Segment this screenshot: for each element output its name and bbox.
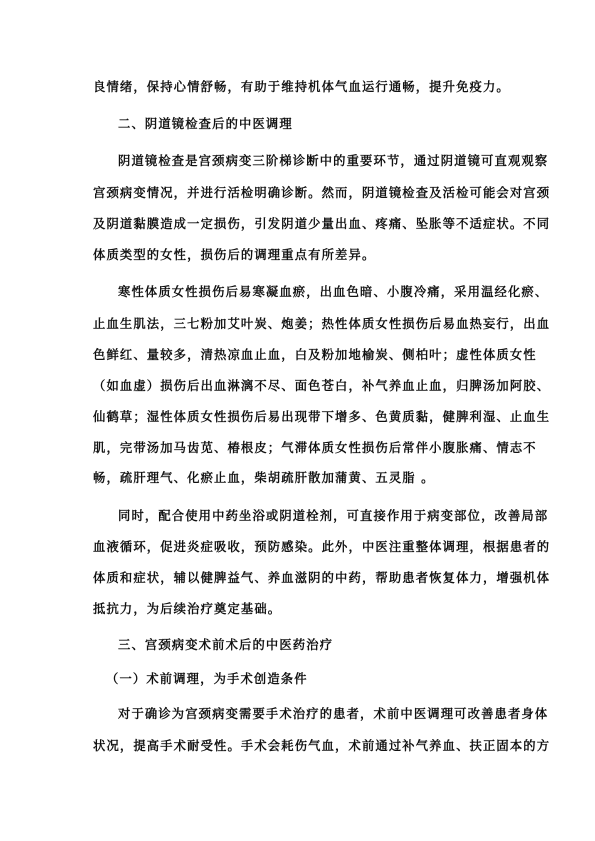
paragraph-line: 寒性体质女性损伤后易寒凝血瘀，出血色暗、小腹冷痛，采用温经化瘀、 bbox=[118, 284, 549, 299]
paragraph-line: 肌，完带汤加马齿苋、椿根皮；气滞体质女性损伤后常伴小腹胀痛、情志不 bbox=[93, 440, 537, 455]
paragraph-line: 抵抗力，为后续治疗奠定基础。 bbox=[93, 601, 282, 616]
paragraph-line: 畅，疏肝理气、化瘀止血，柴胡疏肝散加蒲黄、五灵脂 。 bbox=[93, 470, 435, 485]
paragraph-line: 体质和症状，辅以健脾益气、养血滋阴的中药，帮助患者恢复体力，增强机体 bbox=[93, 570, 551, 585]
paragraph-continuation-line: 良情绪，保持心情舒畅，有助于维持机体气血运行通畅，提升免疫力。 bbox=[93, 79, 510, 94]
paragraph-line: 及阴道黏膜造成一定损伤，引发阴道少量出血、疼痛、坠胀等不适症状。不同 bbox=[93, 216, 551, 231]
paragraph-line: （如血虚）损伤后出血淋漓不尽、面色苍白，补气养血止血，归脾汤加阿胶、 bbox=[93, 378, 551, 393]
subsection-heading-preoperative: （一）术前调理，为手术创造条件 bbox=[106, 671, 308, 686]
paragraph-line: 对于确诊为宫颈病变需要手术治疗的患者，术前中医调理可改善患者身体 bbox=[118, 706, 549, 721]
paragraph-line: 宫颈病变情况，并进行活检明确诊断。然而，阴道镜检查及活检可能会对宫颈 bbox=[93, 185, 551, 200]
paragraph-line: 止血生肌法，三七粉加艾叶炭、炮姜；热性体质女性损伤后易血热妄行，出血 bbox=[93, 316, 551, 331]
paragraph-line: 体质类型的女性，损伤后的调理重点有所差异。 bbox=[93, 247, 376, 262]
paragraph-line: 色鲜红、量较多，清热凉血止血，白及粉加地榆炭、侧柏叶；虚性体质女性 bbox=[93, 347, 537, 362]
section-heading-colposcopy: 二、阴道镜检查后的中医调理 bbox=[118, 116, 293, 131]
section-heading-surgery: 三、宫颈病变术前术后的中医药治疗 bbox=[118, 637, 334, 652]
paragraph-line: 血液循环，促进炎症吸收，预防感染。此外，中医注重整体调理，根据患者的 bbox=[93, 539, 551, 554]
paragraph-line: 状况，提高手术耐受性。手术会耗伤气血，术前通过补气养血、扶正固本的方 bbox=[93, 738, 551, 753]
paragraph-line: 仙鹤草；湿性体质女性损伤后易出现带下增多、色黄质黏，健脾利湿、止血生 bbox=[93, 409, 551, 424]
paragraph-line: 同时，配合使用中药坐浴或阴道栓剂，可直接作用于病变部位，改善局部 bbox=[118, 508, 549, 523]
paragraph-line: 阴道镜检查是宫颈病变三阶梯诊断中的重要环节，通过阴道镜可直观观察 bbox=[118, 153, 549, 168]
